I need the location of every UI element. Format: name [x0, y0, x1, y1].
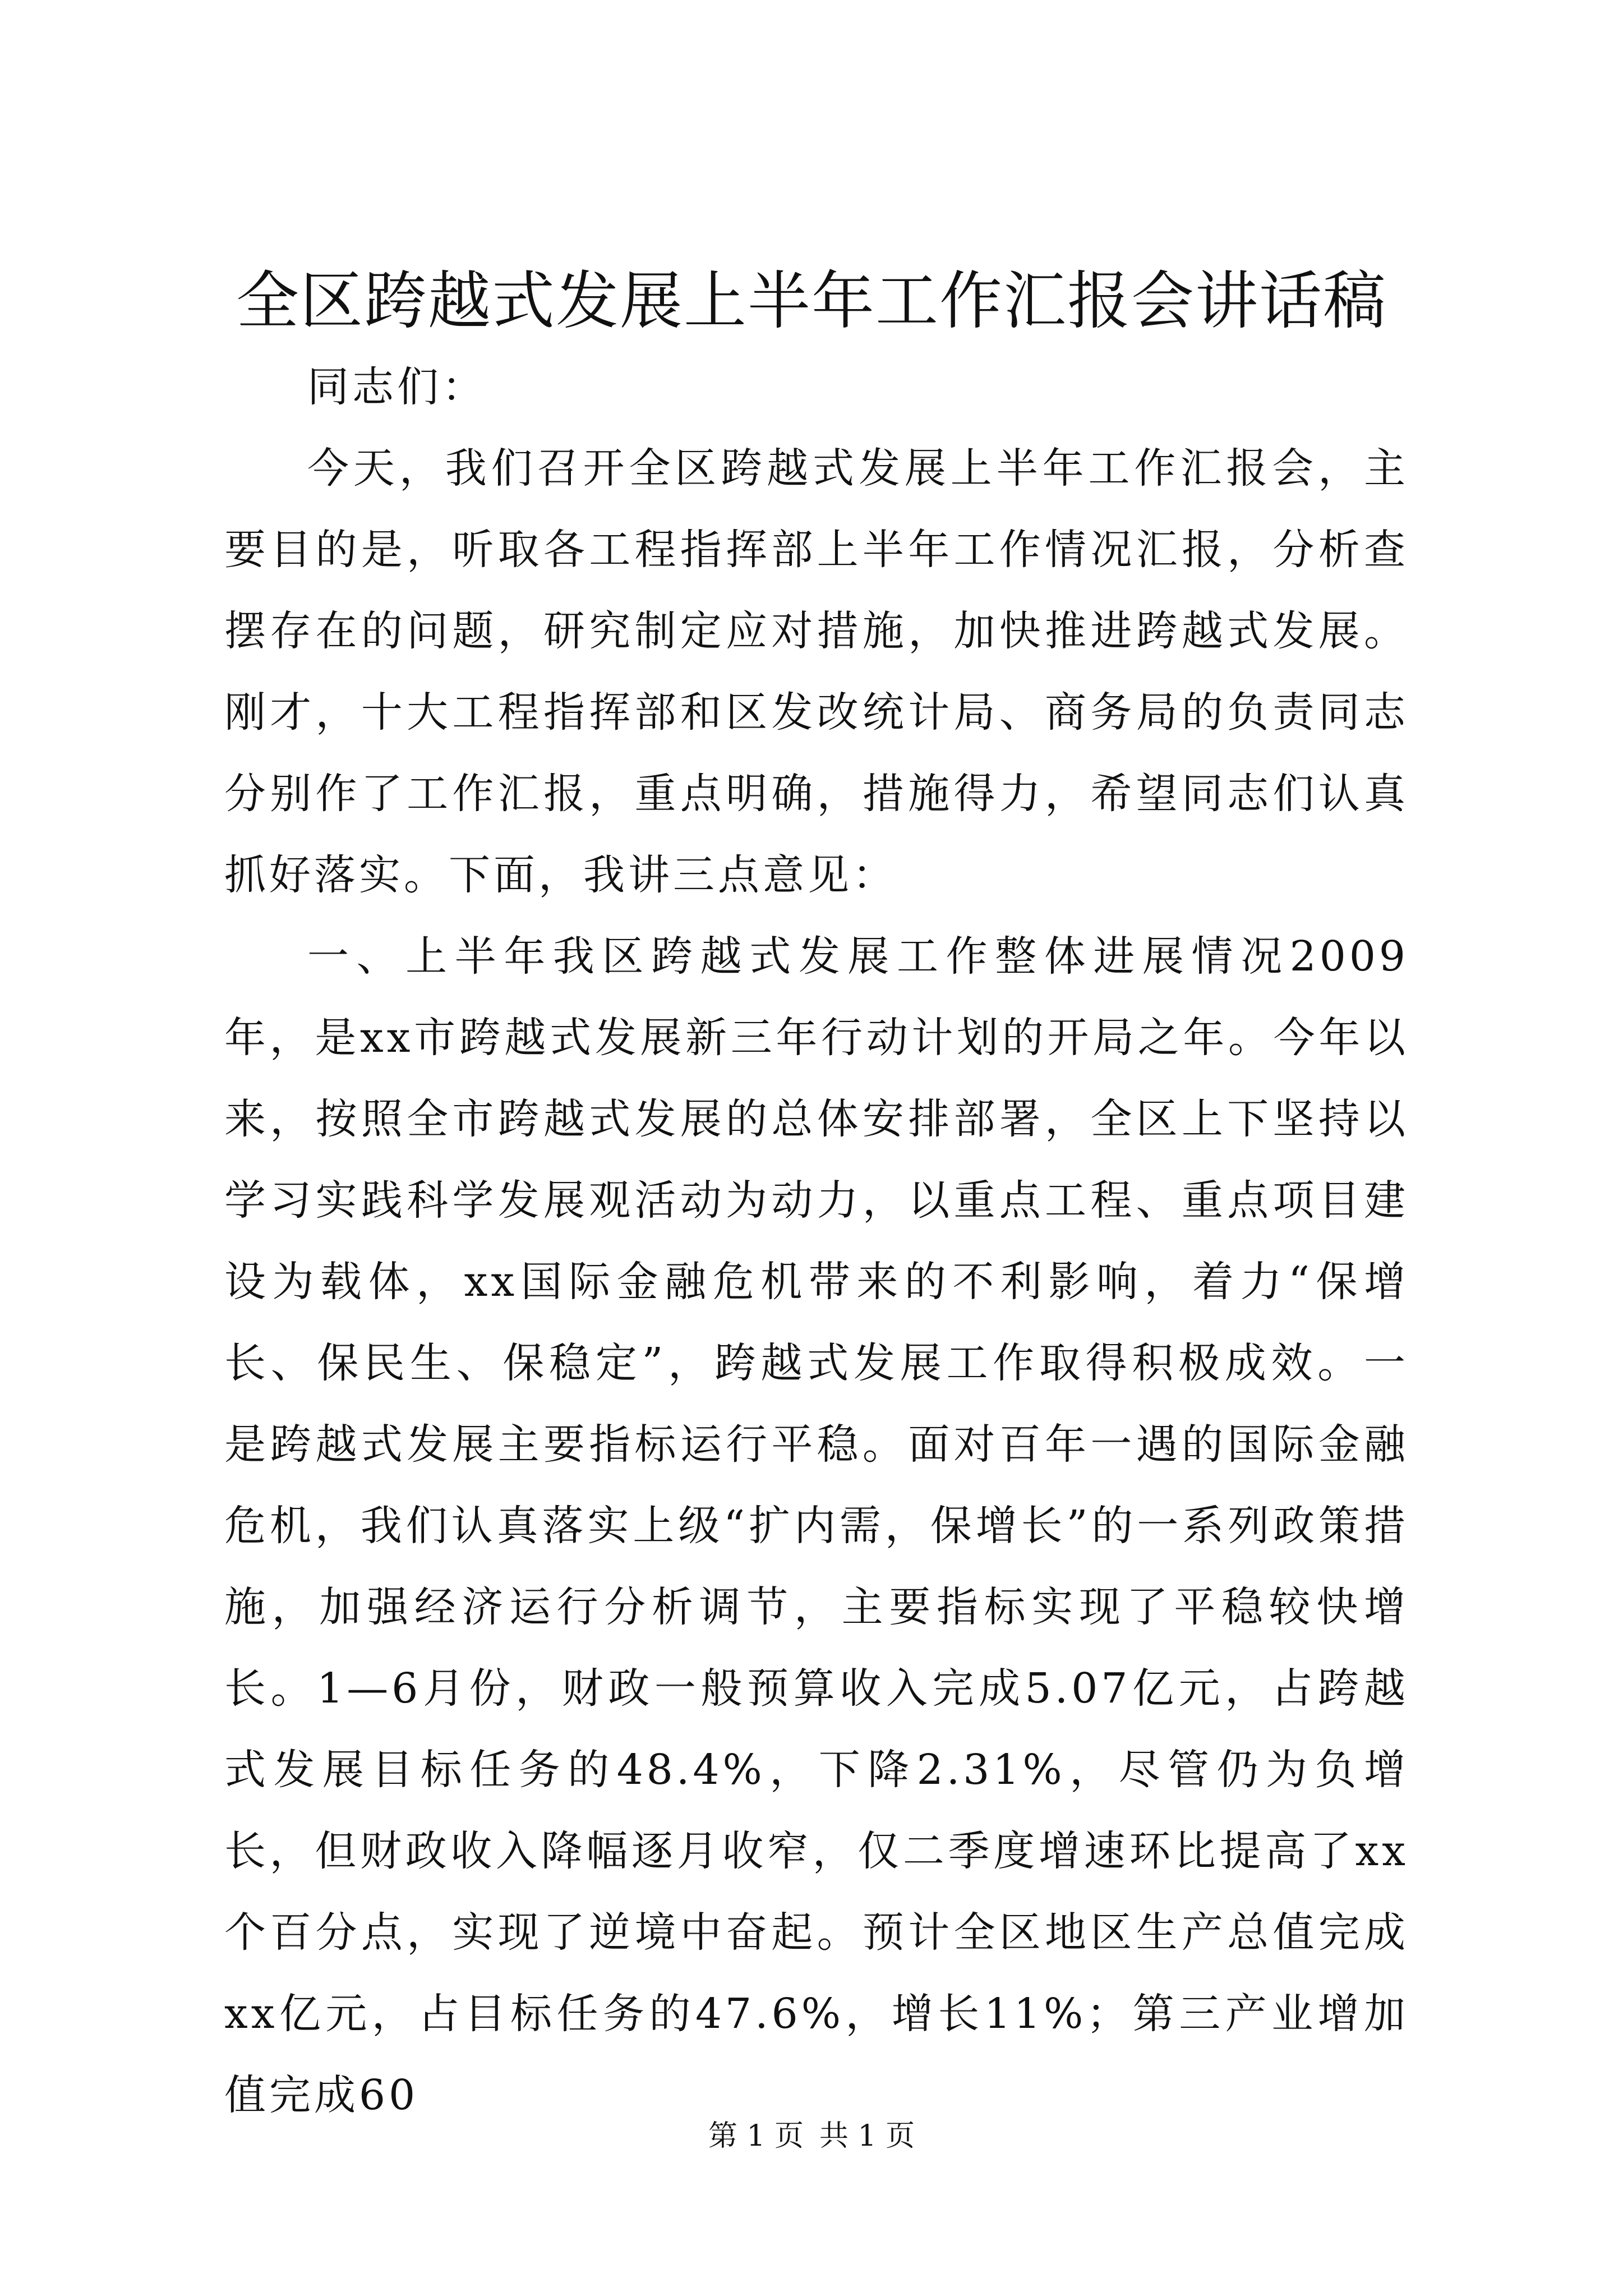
paragraph-intro: 今天，我们召开全区跨越式发展上半年工作汇报会，主要目的是，听取各工程指挥部上半年工作情况汇报，分析查摆存在的问题，研究制定应对措施，加快推进跨越式发展。刚才，十大工程指挥部和区发改统计局、商务局的负责同志分别作了工作汇报，重点明确，措施得力，希望同志们认真抓好落实。下面，我讲三点意见： — [224, 444, 1409, 899]
paragraph-section-one: 一、上半年我区跨越式发展工作整体进展情况2009年，是xx市跨越式发展新三年行动计划的开局之年。今年以来，按照全市跨越式发展的总体安排部署，全区上下坚持以学习实践科学发展观活动为动力，以重点工程、重点项目建设为载体，xx国际金融危机带来的不利影响，着力“保增长、保民生、保稳定”，跨越式发展工作取得积极成效。一是跨越式发展主要指标运行平稳。面对百年一遇的国际金融危机，我们认真落实上级“扩内需，保增长”的一系列政策措施，加强经济运行分析调节，主要指标实现了平稳较快增长。1—6月份，财政一般预算收入完成5.07亿元，占跨越式发展目标任务的48.4%，下降2.31%，尽管仍为负增长，但财政收入降幅逐月收窄，仅二季度增速环比提高了xx个百分点，实现了逆境中奋起。预计全区地区生产总值完成xx亿元，占目标任务的47.6%，增长11%；第三产业增加值完成60 — [224, 932, 1409, 2119]
page-number-current: 第 1 页 — [708, 2119, 804, 2153]
document-body — [224, 347, 1409, 2136]
salutation: 同志们： — [307, 363, 487, 411]
page-footer — [0, 2116, 1623, 2156]
document-title: 全区跨越式发展上半年工作汇报会讲话稿 — [236, 265, 1387, 338]
page-number-total: 共 1 页 — [819, 2119, 915, 2153]
